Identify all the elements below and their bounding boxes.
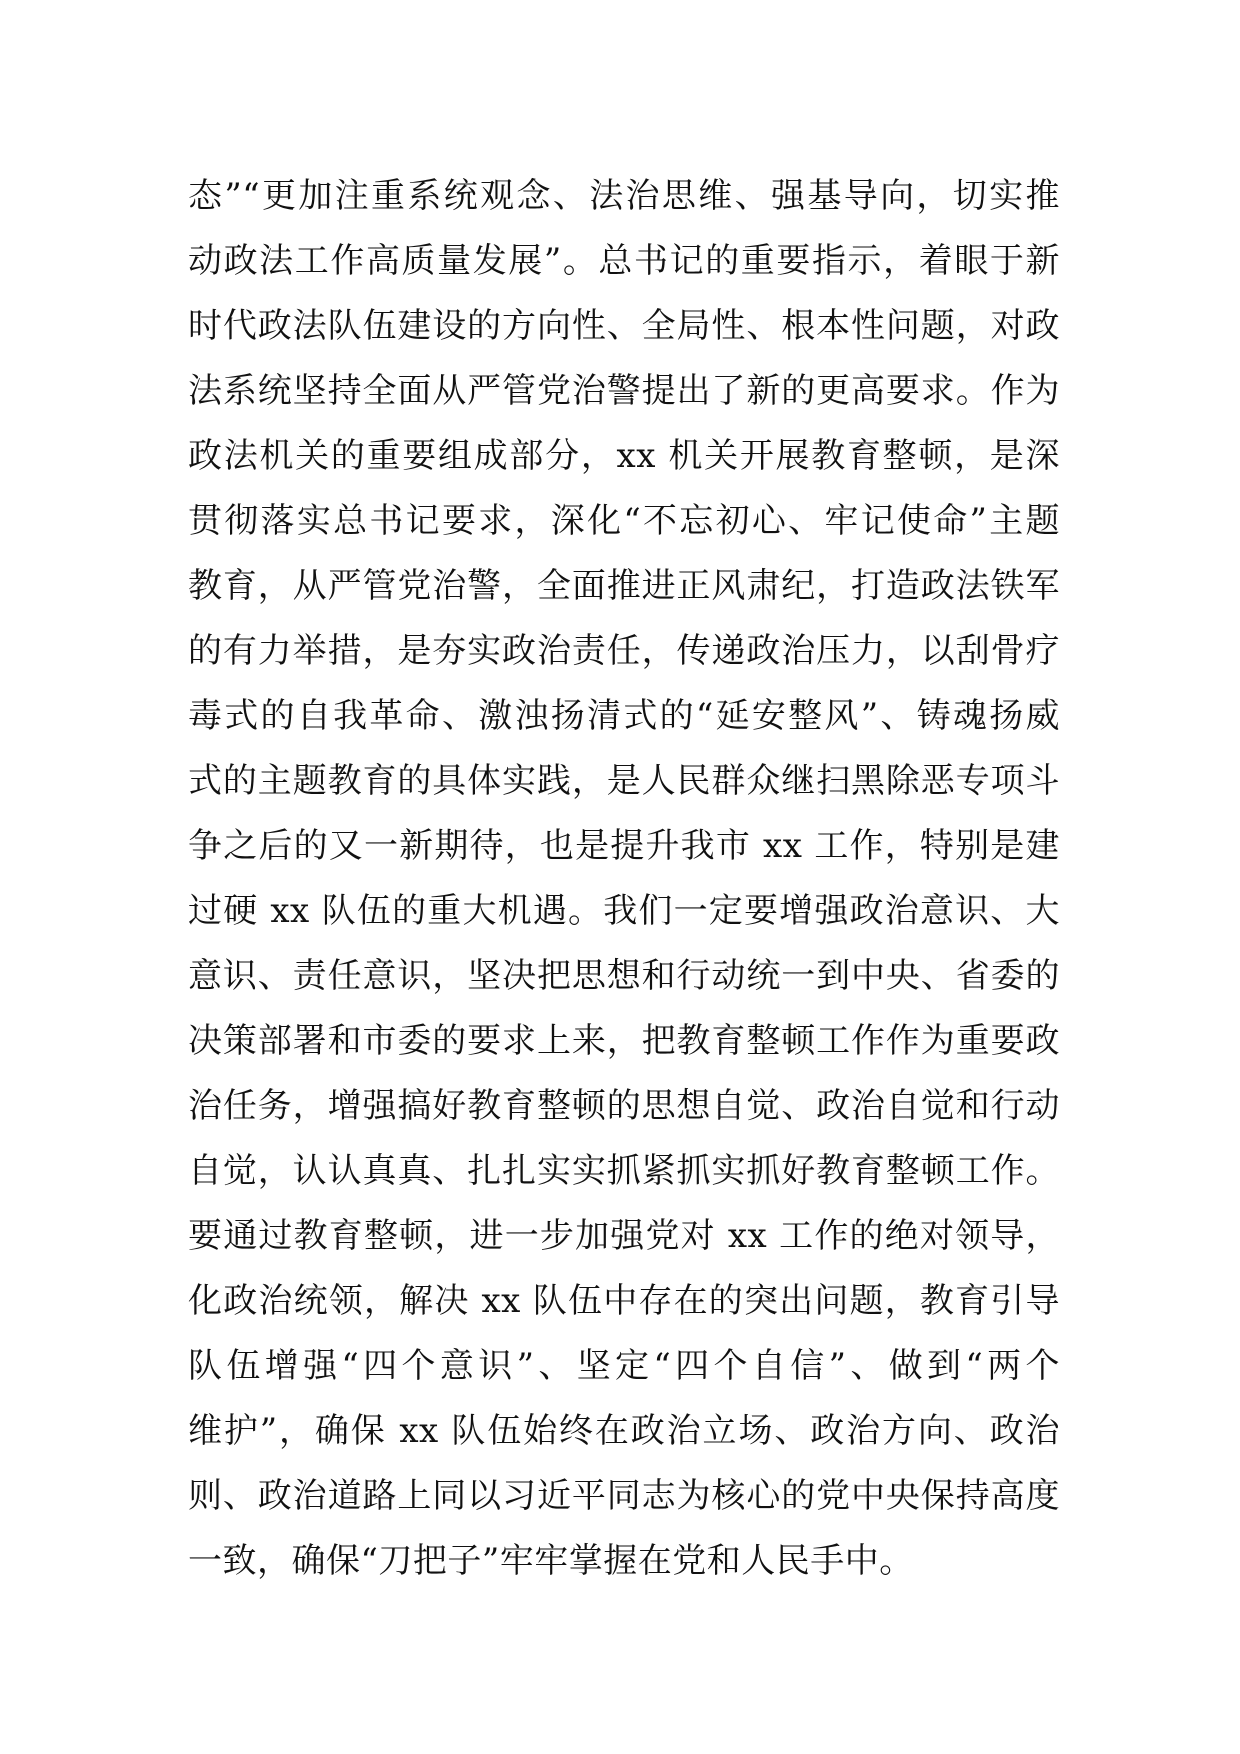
text-line: 态”“更加注重系统观念、法治思维、强基导向，切实推 [188, 176, 1060, 216]
text-line: 化政治统领，解决 xx 队伍中存在的突出问题，教育引导 [188, 1281, 1060, 1321]
text-line: 动政法工作高质量发展”。总书记的重要指示，着眼于新 [188, 241, 1060, 281]
text-line-last: 一致，确保“刀把子”牢牢掌握在党和人民手中。 [188, 1541, 914, 1581]
text-line: 则、政治道路上同以习近平同志为核心的党中央保持高度 [188, 1476, 1060, 1516]
text-line: 决策部署和市委的要求上来，把教育整顿工作作为重要政 [188, 1021, 1060, 1061]
text-line: 争之后的又一新期待，也是提升我市 xx 工作，特别是建 [188, 826, 1060, 866]
text-line: 式的主题教育的具体实践，是人民群众继扫黑除恶专项斗 [188, 761, 1060, 801]
text-line: 教育，从严管党治警，全面推进正风肃纪，打造政法铁军 [188, 566, 1060, 606]
text-line: 维护”，确保 xx 队伍始终在政治立场、政治方向、政治 [188, 1411, 1060, 1451]
text-line: 要通过教育整顿，进一步加强党对 xx 工作的绝对领导， [188, 1216, 1060, 1256]
text-line: 的有力举措，是夯实政治责任，传递政治压力，以刮骨疗 [188, 631, 1060, 671]
text-line: 过硬 xx 队伍的重大机遇。我们一定要增强政治意识、大 [188, 891, 1060, 931]
text-line: 队伍增强“四个意识”、坚定“四个自信”、做到“两个 [188, 1346, 1060, 1386]
text-line: 时代政法队伍建设的方向性、全局性、根本性问题，对政 [188, 306, 1060, 346]
text-line: 贯彻落实总书记要求，深化“不忘初心、牢记使命”主题 [188, 501, 1060, 541]
text-line: 意识、责任意识，坚决把思想和行动统一到中央、省委的 [188, 956, 1060, 996]
text-line: 法系统坚持全面从严管党治警提出了新的更高要求。作为 [188, 371, 1060, 411]
text-line: 治任务，增强搞好教育整顿的思想自觉、政治自觉和行动 [188, 1086, 1060, 1126]
text-line: 政法机关的重要组成部分，xx 机关开展教育整顿，是深 [188, 436, 1060, 476]
text-line: 自觉，认认真真、扎扎实实抓紧抓实抓好教育整顿工作。 [188, 1151, 1060, 1191]
body-paragraph [188, 164, 1060, 1594]
text-line: 毒式的自我革命、激浊扬清式的“延安整风”、铸魂扬威 [188, 696, 1060, 736]
